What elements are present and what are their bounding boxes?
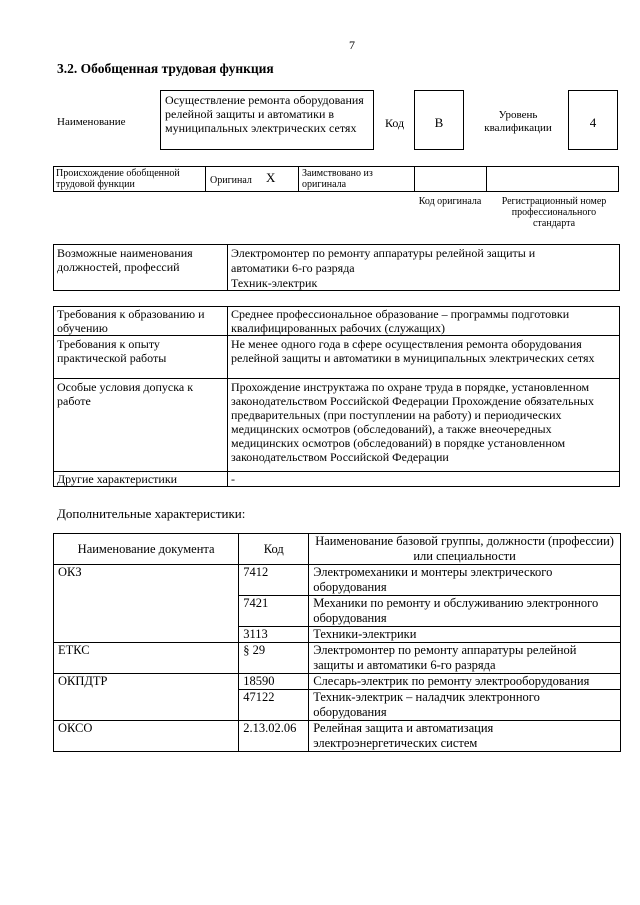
code-original-caption: Код оригинала: [418, 196, 482, 207]
row-name: Техники-электрики: [309, 627, 621, 643]
page-number: 7: [349, 38, 355, 52]
table-row: [54, 690, 621, 721]
row-name: Релейная защита и автоматизация электроэнергетических систем: [309, 721, 621, 752]
code-value: B: [414, 90, 464, 150]
row-code: 7412: [239, 565, 309, 596]
row-doc: [54, 596, 239, 627]
row-code: 3113: [239, 627, 309, 643]
row-doc: ОКПДТР: [54, 674, 239, 690]
header-code: Код: [239, 534, 309, 565]
origin-label: Происхождение обобщенной трудовой функции: [56, 168, 180, 190]
position-line-2: автоматики 6-го разряда: [231, 261, 355, 275]
experience-text: Не менее одного года в сфере осуществления ремонта оборудования релейной защиты и автоматики в муниципальных электрических сетях: [231, 337, 595, 365]
admission-text: Прохождение инструктажа по охране труда в порядке, установленном законодательством Российской Федерации Прохождение обязательных предварительных (при поступлении на работу) и периодических медицинских осмотров (обследований), а также внеочередных медицинских осмотров (обследований) в порядке установленном законодательством Российской Федерации: [231, 380, 594, 464]
level-value: 4: [568, 90, 618, 150]
code-label: Код: [385, 116, 405, 130]
row-code: 47122: [239, 690, 309, 721]
table-row: [54, 643, 621, 674]
positions-label: Возможные наименования должностей, профессий: [57, 246, 193, 274]
other-label: Другие характеристики: [57, 472, 178, 486]
additional-title: Дополнительные характеристики:: [57, 506, 246, 521]
row-code: § 29: [239, 643, 309, 674]
table-row: [54, 674, 621, 690]
row-name: Электромеханики и монтеры электрического оборудования: [309, 565, 621, 596]
admission-label: Особые условия допуска к работе: [57, 380, 194, 408]
table-row: [54, 627, 621, 643]
original-label: Оригинал: [210, 175, 252, 186]
experience-label: Требования к опыту практической работы: [57, 337, 167, 365]
table-row: [54, 721, 621, 752]
row-name: Электромонтер по ремонту аппаратуры релейной защиты и автоматики 6-го разряда: [309, 643, 621, 674]
reg-number-caption: Регистрационный номер профессионального стандарта: [501, 196, 607, 229]
classifiers-table: [53, 533, 621, 752]
table-row: [54, 596, 621, 627]
header-doc: Наименование документа: [54, 534, 239, 565]
education-text: Среднее профессиональное образование – программы подготовки квалифицированных рабочих (служащих): [231, 307, 570, 335]
table-row: [54, 565, 621, 596]
position-line-1: Электромонтер по ремонту аппаратуры релейной защиты и: [231, 246, 536, 260]
row-code: 2.13.02.06: [239, 721, 309, 752]
row-name: Техник-электрик – наладчик электронного оборудования: [309, 690, 621, 721]
row-doc: [54, 627, 239, 643]
name-value: Осуществление ремонта оборудования релейной защиты и автоматики в муниципальных электрических сетях: [160, 90, 374, 150]
row-name: Слесарь-электрик по ремонту электрооборудования: [309, 674, 621, 690]
row-code: 7421: [239, 596, 309, 627]
row-doc: ЕТКС: [54, 643, 239, 674]
other-text: -: [231, 472, 235, 486]
row-name: Механики по ремонту и обслуживанию электронного оборудования: [309, 596, 621, 627]
original-mark: X: [266, 170, 276, 185]
row-doc: [54, 690, 239, 721]
education-label: Требования к образованию и обучению: [57, 307, 205, 335]
name-label: Наименование: [57, 116, 126, 128]
header-name: Наименование базовой группы, должности (профессии) или специальности: [309, 534, 621, 565]
row-doc: ОКСО: [54, 721, 239, 752]
position-line-3: Техник-электрик: [231, 276, 318, 290]
section-title: 3.2. Обобщенная трудовая функция: [57, 61, 274, 76]
row-doc: ОКЗ: [54, 565, 239, 596]
level-label: Уровень квалификации: [484, 109, 552, 134]
row-code: 18590: [239, 674, 309, 690]
borrowed-label: Заимствовано из оригинала: [302, 168, 373, 190]
